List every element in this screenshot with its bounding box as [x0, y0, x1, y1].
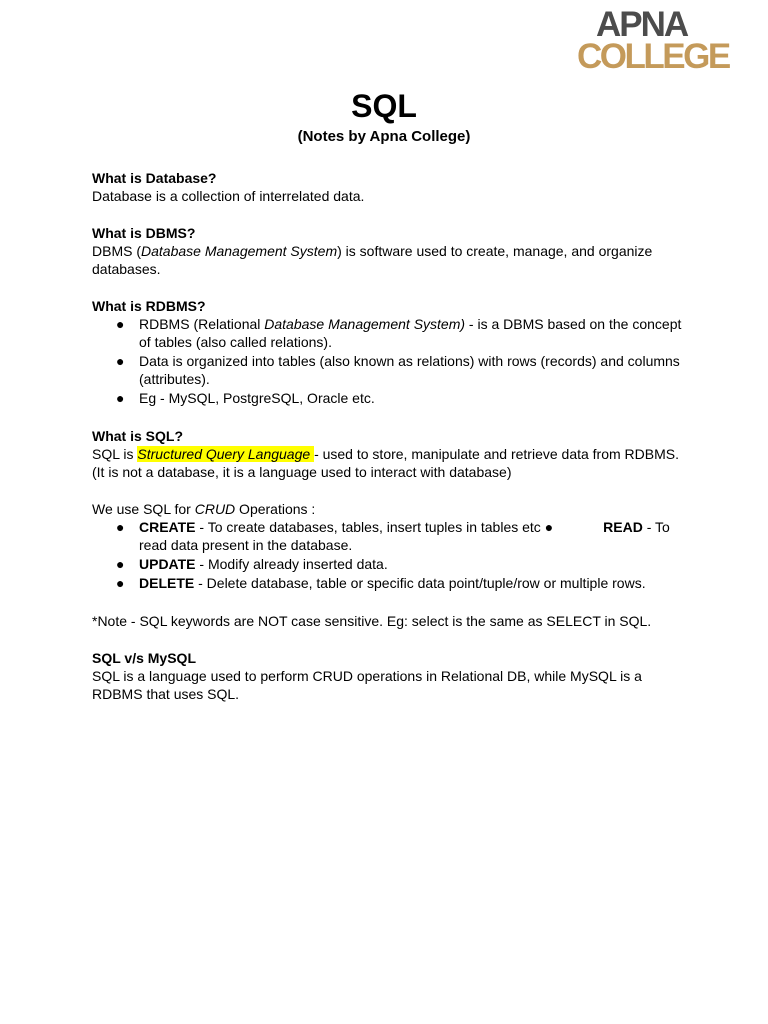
apna-college-logo: [576, 5, 729, 76]
heading-sql: What is SQL?: [92, 428, 183, 444]
list-item: ● UPDATE - Modify already inserted data.: [116, 556, 388, 572]
heading-dbms: What is DBMS?: [92, 225, 196, 241]
paragraph-database: Database is a collection of interrelated data.: [92, 188, 365, 204]
page-subtitle: (Notes by Apna College): [297, 128, 471, 145]
paragraph-crud-intro: We use SQL for CRUD Operations :: [92, 501, 316, 517]
paragraph-dbms: DBMS (Database Management System) is software used to create, manage, and organize databases.: [92, 243, 653, 277]
paragraph-sql: SQL is Structured Query Language - used to store, manipulate and retrieve data from RDBMS.: [92, 446, 680, 462]
bullet-icon: ●: [116, 556, 125, 572]
bullet-icon: ●: [116, 519, 125, 535]
list-item: ● RDBMS (Relational Database Management System) - is a DBMS based on the concept of tables (also called relations).: [116, 316, 682, 350]
bullet-icon: ●: [116, 390, 125, 406]
highlighted-term: Structured Query Language: [137, 446, 315, 462]
paragraph-note: *Note - SQL keywords are NOT case sensitive. Eg: select is the same as SELECT in SQL.: [92, 613, 652, 629]
list-item: ● Data is organized into tables (also known as relations) with rows (records) and columns (attributes).: [116, 353, 680, 387]
rdbms-list: [92, 315, 682, 407]
logo-text-college: COLLEGE: [577, 37, 729, 76]
paragraph-sql-vs-mysql: SQL is a language used to perform CRUD operations in Relational DB, while MySQL is a RDBMS that uses SQL.: [92, 668, 642, 702]
crud-list: [92, 518, 682, 592]
heading-rdbms: What is RDBMS?: [92, 298, 206, 314]
logo-text-apna: APNA: [596, 5, 688, 44]
bullet-icon: ●: [116, 316, 125, 332]
heading-database: What is Database?: [92, 170, 217, 186]
document-body: [92, 169, 682, 703]
list-item: ● DELETE - Delete database, table or specific data point/tuple/row or multiple rows.: [116, 575, 646, 591]
heading-sql-vs-mysql: SQL v/s MySQL: [92, 650, 196, 666]
page-title: SQL: [351, 88, 417, 124]
list-item: ● Eg - MySQL, PostgreSQL, Oracle etc.: [116, 390, 375, 406]
bullet-icon: ●: [116, 353, 125, 369]
paragraph-sql-note: (It is not a database, it is a language used to interact with database): [92, 464, 512, 480]
bullet-icon: ●: [116, 575, 125, 591]
list-item: ● CREATE - To create databases, tables, insert tuples in tables etc ● READ - To read data present in the database.: [116, 519, 670, 553]
